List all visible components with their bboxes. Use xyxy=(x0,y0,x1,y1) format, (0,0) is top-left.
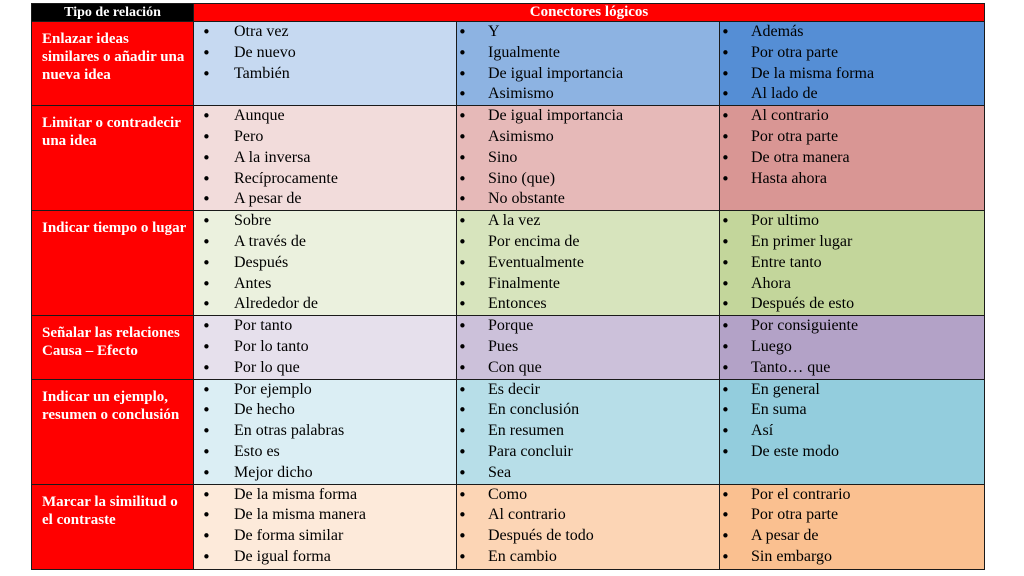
list-item: • Porque xyxy=(457,316,719,337)
list-item: • Además xyxy=(720,22,984,43)
list-item: • Por consiguiente xyxy=(720,316,984,337)
list-item: • Pero xyxy=(194,127,456,148)
table-row xyxy=(32,379,985,484)
connector-list xyxy=(720,22,984,105)
connector-list xyxy=(457,485,719,568)
connector-list xyxy=(720,211,984,315)
header-conectores-logicos: Conectores lógicos xyxy=(194,4,985,22)
connector-cell xyxy=(194,379,457,484)
list-item: • Alrededor de xyxy=(194,294,456,315)
list-item: • De forma similar xyxy=(194,526,456,547)
list-item: • Entre tanto xyxy=(720,253,984,274)
table-row xyxy=(32,211,985,316)
connector-cell xyxy=(720,316,985,379)
list-item: • Con que xyxy=(457,358,719,379)
list-item: • Entonces xyxy=(457,294,719,315)
list-item: • Es decir xyxy=(457,380,719,401)
list-item: • Por tanto xyxy=(194,316,456,337)
list-item: • En suma xyxy=(720,400,984,421)
connector-cell xyxy=(457,484,720,569)
list-item: • A pesar de xyxy=(194,189,456,210)
connector-cell xyxy=(720,379,985,484)
category-label: Marcar la similitud o el contraste xyxy=(32,484,194,569)
list-item: • En conclusión xyxy=(457,400,719,421)
connector-list xyxy=(457,22,719,105)
header-row xyxy=(32,4,985,22)
connector-list xyxy=(194,106,456,210)
list-item: • Sea xyxy=(457,463,719,484)
header-tipo-relacion: Tipo de relación xyxy=(32,4,194,22)
list-item: • De este modo xyxy=(720,442,984,463)
list-item: • Por ejemplo xyxy=(194,380,456,401)
list-item: • Tanto… que xyxy=(720,358,984,379)
connector-cell xyxy=(194,106,457,211)
list-item: • A la inversa xyxy=(194,148,456,169)
list-item: • Así xyxy=(720,421,984,442)
connector-list xyxy=(720,380,984,463)
category-label: Indicar tiempo o lugar xyxy=(32,211,194,316)
connector-list xyxy=(194,380,456,484)
list-item: • Asimismo xyxy=(457,127,719,148)
list-item: • Recíprocamente xyxy=(194,169,456,190)
list-item: • Por el contrario xyxy=(720,485,984,506)
connector-cell xyxy=(457,316,720,379)
list-item: • Al lado de xyxy=(720,84,984,105)
connector-list xyxy=(720,485,984,568)
list-item: • Aunque xyxy=(194,106,456,127)
list-item: • Sino (que) xyxy=(457,169,719,190)
list-item: • Al contrario xyxy=(457,505,719,526)
connector-cell xyxy=(720,484,985,569)
list-item: • Por encima de xyxy=(457,232,719,253)
list-item: • Hasta ahora xyxy=(720,169,984,190)
category-label: Indicar un ejemplo, resumen o conclusión xyxy=(32,379,194,484)
connector-cell xyxy=(457,106,720,211)
list-item: • De hecho xyxy=(194,400,456,421)
category-label: Limitar o contradecir una idea xyxy=(32,106,194,211)
connector-list xyxy=(720,106,984,189)
table-row xyxy=(32,484,985,569)
list-item: • También xyxy=(194,64,456,85)
list-item: • Por lo que xyxy=(194,358,456,379)
list-item: • En general xyxy=(720,380,984,401)
list-item: • A través de xyxy=(194,232,456,253)
connector-cell xyxy=(720,211,985,316)
connector-list xyxy=(457,380,719,484)
connector-list xyxy=(194,22,456,84)
list-item: • De la misma forma xyxy=(194,485,456,506)
connectors-table xyxy=(31,3,985,570)
list-item: • Mejor dicho xyxy=(194,463,456,484)
list-item: • A la vez xyxy=(457,211,719,232)
category-label: Señalar las relaciones Causa – Efecto xyxy=(32,316,194,379)
list-item: • Después de esto xyxy=(720,294,984,315)
list-item: • En cambio xyxy=(457,547,719,568)
list-item: • De nuevo xyxy=(194,43,456,64)
list-item: • Finalmente xyxy=(457,274,719,295)
table-row xyxy=(32,316,985,379)
list-item: • Por lo tanto xyxy=(194,337,456,358)
list-item: • Sobre xyxy=(194,211,456,232)
connector-cell xyxy=(720,22,985,106)
list-item: • Como xyxy=(457,485,719,506)
list-item: • De otra manera xyxy=(720,148,984,169)
connector-list xyxy=(457,316,719,378)
connector-cell xyxy=(720,106,985,211)
list-item: • A pesar de xyxy=(720,526,984,547)
list-item: • Después de todo xyxy=(457,526,719,547)
list-item: • De la misma manera xyxy=(194,505,456,526)
connector-list xyxy=(194,485,456,568)
connector-cell xyxy=(194,484,457,569)
connector-cell xyxy=(457,211,720,316)
list-item: • Asimismo xyxy=(457,84,719,105)
list-item: • Por otra parte xyxy=(720,505,984,526)
table-row xyxy=(32,22,985,106)
list-item: • Después xyxy=(194,253,456,274)
table-row xyxy=(32,106,985,211)
connector-list xyxy=(720,316,984,378)
list-item: • Pues xyxy=(457,337,719,358)
connector-cell xyxy=(457,22,720,106)
list-item: • No obstante xyxy=(457,189,719,210)
connector-cell xyxy=(194,316,457,379)
list-item: • Sin embargo xyxy=(720,547,984,568)
list-item: • Al contrario xyxy=(720,106,984,127)
list-item: • Por ultimo xyxy=(720,211,984,232)
list-item: • Ahora xyxy=(720,274,984,295)
list-item: • Esto es xyxy=(194,442,456,463)
list-item: • Por otra parte xyxy=(720,127,984,148)
connector-cell xyxy=(194,22,457,106)
category-label: Enlazar ideas similares o añadir una nueva idea xyxy=(32,22,194,106)
connector-cell xyxy=(457,379,720,484)
list-item: • En resumen xyxy=(457,421,719,442)
list-item: • Y xyxy=(457,22,719,43)
list-item: • Eventualmente xyxy=(457,253,719,274)
list-item: • Otra vez xyxy=(194,22,456,43)
list-item: • Antes xyxy=(194,274,456,295)
connector-list xyxy=(457,106,719,210)
list-item: • Sino xyxy=(457,148,719,169)
connector-list xyxy=(194,211,456,315)
list-item: • De la misma forma xyxy=(720,64,984,85)
connector-cell xyxy=(194,211,457,316)
list-item: • De igual importancia xyxy=(457,106,719,127)
list-item: • En otras palabras xyxy=(194,421,456,442)
list-item: • Para concluir xyxy=(457,442,719,463)
list-item: • De igual importancia xyxy=(457,64,719,85)
connector-list xyxy=(457,211,719,315)
list-item: • Por otra parte xyxy=(720,43,984,64)
list-item: • Luego xyxy=(720,337,984,358)
list-item: • Igualmente xyxy=(457,43,719,64)
connector-list xyxy=(194,316,456,378)
list-item: • De igual forma xyxy=(194,547,456,568)
list-item: • En primer lugar xyxy=(720,232,984,253)
